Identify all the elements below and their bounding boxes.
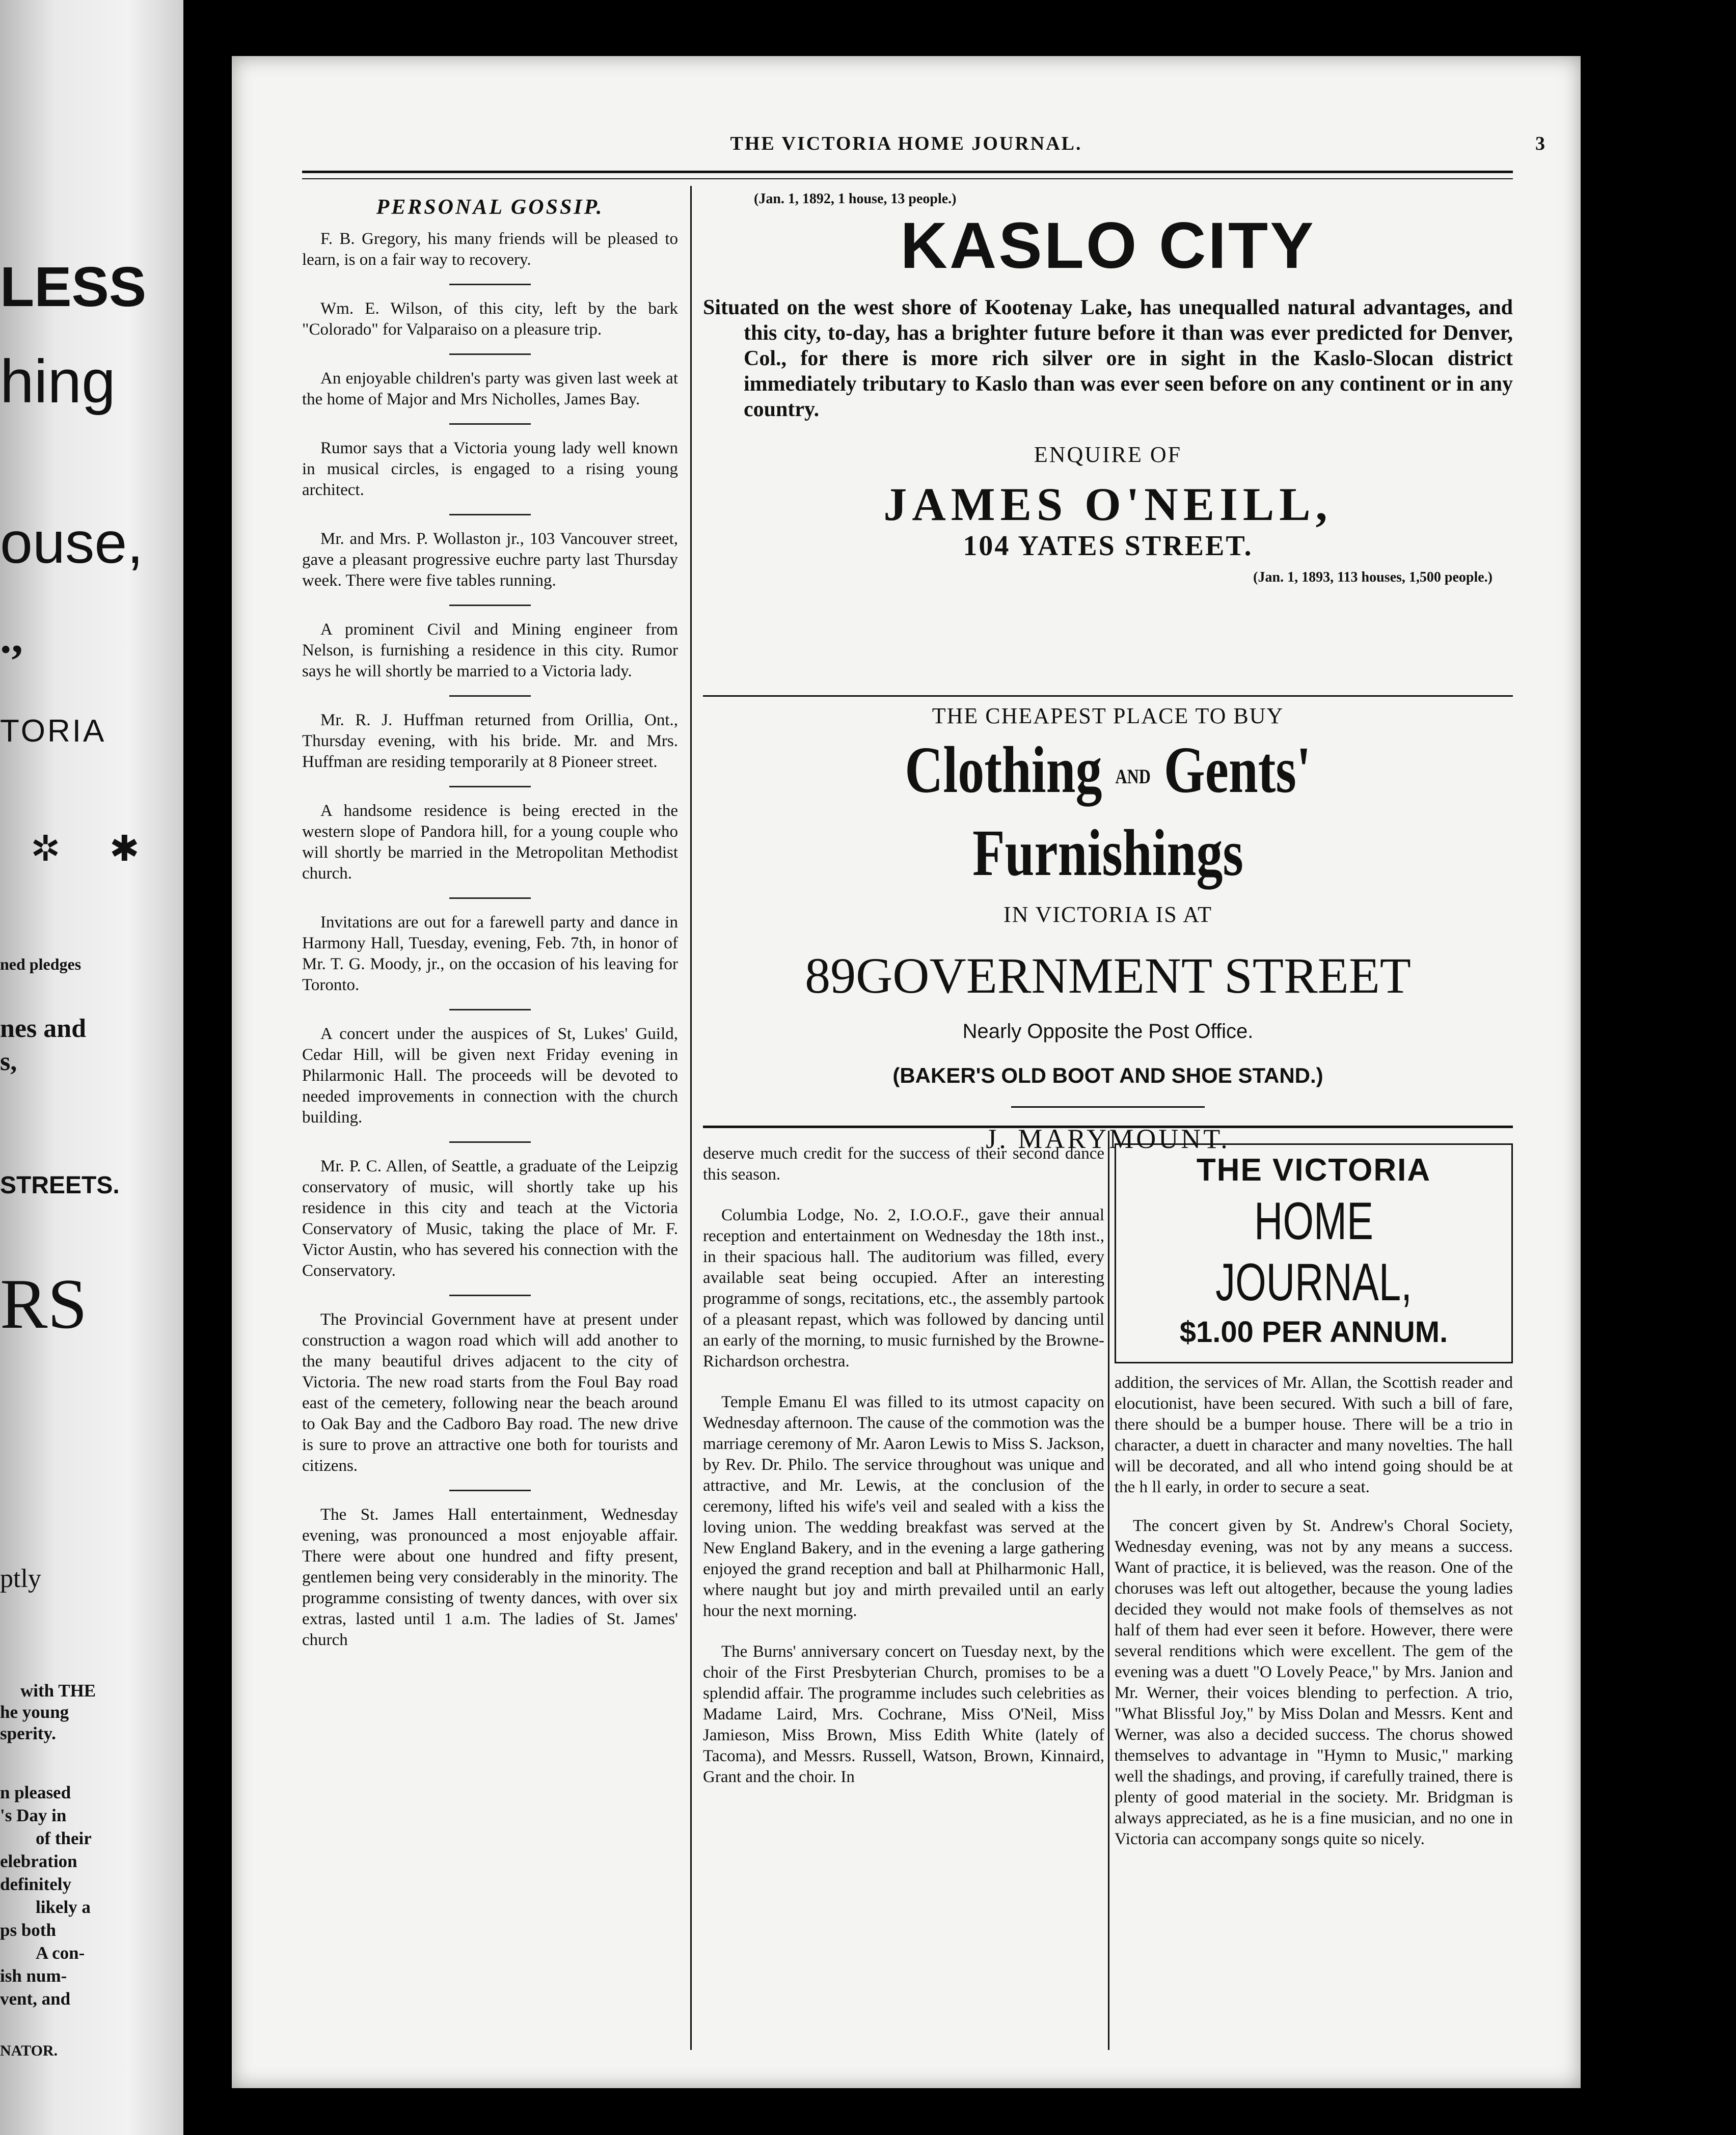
fragment-text: he young [0, 1702, 69, 1722]
kaslo-city-advertisement [703, 191, 1513, 695]
ad-and: AND [1115, 765, 1151, 788]
news-item: A handsome residence is being erected in the western slope of Pandora hill, for a young couple who will shortly be married in the Metropolitan Methodist church. [302, 802, 678, 883]
fragment-text: ptly [0, 1564, 41, 1593]
fragment-text: NATOR. [0, 2042, 58, 2059]
separator [449, 514, 531, 515]
ad-line: Nearly Opposite the Post Office. [962, 1020, 1254, 1043]
separator [449, 605, 531, 606]
news-item: Mr. and Mrs. P. Wollaston jr., 103 Vancouver street, gave a pleasant progressive euchre party last Thursday week. There were five tables running. [302, 530, 678, 590]
fragment-text: definitely [0, 1874, 71, 1894]
fragment-text: 's Day in [0, 1805, 67, 1825]
news-item: Wm. E. Wilson, of this city, left by the bark "Colorado" for Valparaiso on a pleasure trip. [302, 299, 678, 339]
box-line: HOME JOURNAL, [1215, 1192, 1412, 1312]
separator [449, 897, 531, 899]
fragment-text: TORIA [0, 714, 106, 749]
fragment-text: A con- [36, 1943, 85, 1963]
fragment-text: ned pledges [0, 955, 82, 973]
box-line: $1.00 PER ANNUM. [1179, 1316, 1448, 1349]
ad-note: (Jan. 1, 1893, 113 houses, 1,500 people.) [1253, 569, 1493, 585]
ad-word: Clothing [905, 733, 1102, 807]
news-item: deserve much credit for the success of their second dance this season. [703, 1144, 1104, 1184]
fragment-text: ., [0, 612, 23, 663]
separator [449, 353, 531, 355]
fragment-text: nes and [0, 1014, 87, 1043]
header-rule-thin [302, 178, 1513, 179]
page-number: 3 [1535, 133, 1545, 154]
news-item: Invitations are out for a farewell party and dance in Harmony Hall, Tuesday, evening, Feb. 7th, in honor of Mr. T. G. Moody, jr., on the occasion of his leaving for Toronto. [302, 913, 678, 994]
subscription-box [1115, 1143, 1513, 1363]
column-divider [690, 186, 692, 2050]
page-gutter [183, 0, 232, 2135]
ad-proprietor: J. MARYMOUNT. [986, 1124, 1230, 1155]
fragment-text: RS [0, 1265, 88, 1344]
fragment-text: STREETS. [0, 1172, 120, 1199]
news-item: Rumor says that a Victoria young lady well known in musical circles, is engaged to a rising young architect. [302, 439, 678, 499]
fragment-text: ouse, [0, 510, 144, 576]
ornament-icon: ✲ [31, 830, 61, 869]
ornament-icon: ✱ [110, 830, 140, 869]
separator [449, 1295, 531, 1296]
fragment-text: vent, and [0, 1989, 71, 2009]
news-item: The concert given by St. Andrew's Choral Society, Wednesday evening, was not by any means a success. Want of practice, it is believed, was the reason. One of the choruses was left out altogether, because the young ladies decided they would not make fools of themselves as not half of them had ever seen it before. However, there were several renditions which were excellent. The gem of the evening was a duett "O Lovely Peace," by Mrs. Janion and Mr. Werner, their voices blending to perfection. A trio, "What Blissful Joy," by Miss Dolan and Messrs. Kent and Werner, was also a decided success. The chorus showed themselves to advantage in "Hymn to Music," marking well the shadings, and proving, if carefully trained, there is plenty of good material in the society. Mr. Bridgman is always appreciated, as he is a fine musician, and no one in Victoria can accompany songs quite so nicely. [1115, 1517, 1513, 1848]
separator [449, 786, 531, 787]
fragment-text: n pleased [0, 1783, 71, 1802]
news-column-right [1115, 1143, 1513, 2050]
fragment-text: sperity. [0, 1723, 56, 1743]
separator [449, 423, 531, 425]
fragment-text: likely a [36, 1897, 91, 1917]
box-line: THE VICTORIA [1196, 1153, 1431, 1188]
street-name: GOVERNMENT STREET [856, 947, 1411, 1004]
header-rule [302, 171, 1513, 173]
fragment-text: ps both [0, 1920, 56, 1940]
ad-enquire: ENQUIRE OF [1034, 442, 1182, 467]
ad-line: THE CHEAPEST PLACE TO BUY [932, 703, 1284, 728]
ad-title: KASLO CITY [900, 209, 1316, 282]
news-item: Columbia Lodge, No. 2, I.O.O.F., gave their annual reception and entertainment on Wednesday the 18th inst., in their spacious hall. The auditorium was filled, every available seat being occupied. After an interesting programme of songs, recitations, etc., the assembly partook of a pleasant repast, which was followed by dancing until an early of the morning, to music furnished by the Browne-Richardson orchestra. [703, 1206, 1104, 1371]
section-rule [703, 695, 1513, 697]
ad-line: (BAKER'S OLD BOOT AND SHOE STAND.) [892, 1063, 1323, 1088]
newspaper-page [232, 56, 1581, 2088]
fragment-text: hing [0, 347, 116, 416]
page-header [232, 132, 1581, 173]
ad-body: Situated on the west shore of Kootenay Lake, has unequalled natural advantages, and this city, to-day, has a brighter future before it than was ever predicted for Denver, Col., for there is more rich silver ore in sight in the Kaslo-Slocan district immediately tributary to Kaslo than was ever seen before on any continent or in any country. [703, 296, 1513, 421]
ad-rule [1011, 1106, 1205, 1108]
ad-address: 104 YATES STREET. [963, 530, 1253, 562]
street-number: 89 [805, 947, 856, 1004]
news-item: An enjoyable children's party was given last week at the home of Major and Mrs Nicholles, James Bay. [302, 369, 678, 408]
separator [449, 1490, 531, 1491]
separator [449, 695, 531, 697]
news-item: The Burns' anniversary concert on Tuesday next, by the choir of the First Presbyterian Church, promises to be a splendid affair. The programme includes such celebrities as Madame Laird, Mrs. Cochrane, Miss O'Neil, Miss Jamieson, Miss Brown, Miss Edith White (lately of Tacoma), and Messrs. Russell, Watson, Brown, Kinnaird, Grant and the choir. In [703, 1643, 1104, 1786]
ad-word: Gents' Furnishings [972, 733, 1311, 890]
news-item: A prominent Civil and Mining engineer from Nelson, is furnishing a residence in this city. Rumor says he will shortly be married to a Victoria lady. [302, 620, 678, 680]
ad-headline [784, 732, 1432, 891]
column-divider [1108, 1131, 1109, 2050]
section-heading: PERSONAL GOSSIP. [376, 196, 604, 219]
clothing-advertisement [703, 703, 1513, 1155]
separator [449, 1009, 531, 1010]
news-item: A concert under the auspices of St, Lukes' Guild, Cedar Hill, will be given next Friday evening in Philarmonic Hall. The proceeds will be devoted to needed improvements in connection with the church building. [302, 1025, 678, 1127]
fragment-text: of their [36, 1828, 92, 1848]
news-item: Mr. P. C. Allen, of Seattle, a graduate of the Leipzig conservatory of music, will shortly take up his residence in this city and teach at the Victoria Conservatory of Music, taking the place of Mr. F. Victor Austin, who has severed his connection with the Conservatory. [302, 1157, 678, 1280]
separator [449, 284, 531, 285]
news-item: addition, the services of Mr. Allan, the Scottish reader and elocutionist, have been secured. With such a bill of fare, there should be a bumper house. There will be a trio in character, a duett in character and many novelties. The hall will be decorated, and all who intend going should be at the h ll early, in order to secure a seat. [1115, 1374, 1513, 1496]
news-item: The St. James Hall entertainment, Wednesday evening, was pronounced a most enjoyable affair. There were about one hundred and fifty present, gentlemen being very considerably in the minority. The programme consisting of twenty dances, with over six extras, lasted until 1 a.m. The ladies of St. James' church [302, 1506, 678, 1649]
ad-name: JAMES O'NEILL, [883, 478, 1333, 530]
fragment-text: s, [0, 1047, 17, 1076]
personal-gossip-column [302, 191, 678, 2045]
ad-address [703, 943, 1513, 1009]
news-item: Temple Emanu El was filled to its utmost capacity on Wednesday afternoon. The cause of the commotion was the marriage ceremony of Mr. Aaron Lewis to Miss S. Jackson, by Rev. Dr. Philo. The service throughout was unique and attractive, and Mr. Lewis, at the conclusion of the ceremony, lifted his wife's veil and sealed with a kiss the loving union. The wedding breakfast was served at the New England Bakery, and in the evening a large gathering enjoyed the grand reception and ball at Philharmonic Hall, where naught but joy and mirth prevailed until an early hour the next morning. [703, 1393, 1104, 1620]
fragment-text: elebration [0, 1851, 77, 1871]
facing-page-fragment [0, 0, 183, 2135]
news-item: F. B. Gregory, his many friends will be pleased to learn, is on a fair way to recovery. [302, 230, 678, 269]
fragment-text: with THE [20, 1681, 96, 1701]
ad-line: IN VICTORIA IS AT [1003, 902, 1213, 927]
ad-note: (Jan. 1, 1892, 1 house, 13 people.) [754, 191, 957, 207]
news-item: The Provincial Government have at present under construction a wagon road which will add another to the many beautiful drives adjacent to the city of Victoria. The new road starts from the Foul Bay road east of the cemetery, following near the beach around to Oak Bay and the Cadboro Bay road. The new drive is sure to prove an attractive one both for tourists and citizens. [302, 1310, 678, 1475]
masthead-title: THE VICTORIA HOME JOURNAL. [730, 133, 1082, 154]
fragment-text: ish num- [0, 1966, 67, 1986]
news-column-middle [703, 1143, 1104, 2050]
fragment-text: LESS [0, 256, 147, 318]
news-item: Mr. R. J. Huffman returned from Orillia, Ont., Thursday evening, with his bride. Mr. and Mrs. Huffman are residing temporarily at 8 Pioneer street. [302, 711, 678, 771]
separator [449, 1141, 531, 1143]
